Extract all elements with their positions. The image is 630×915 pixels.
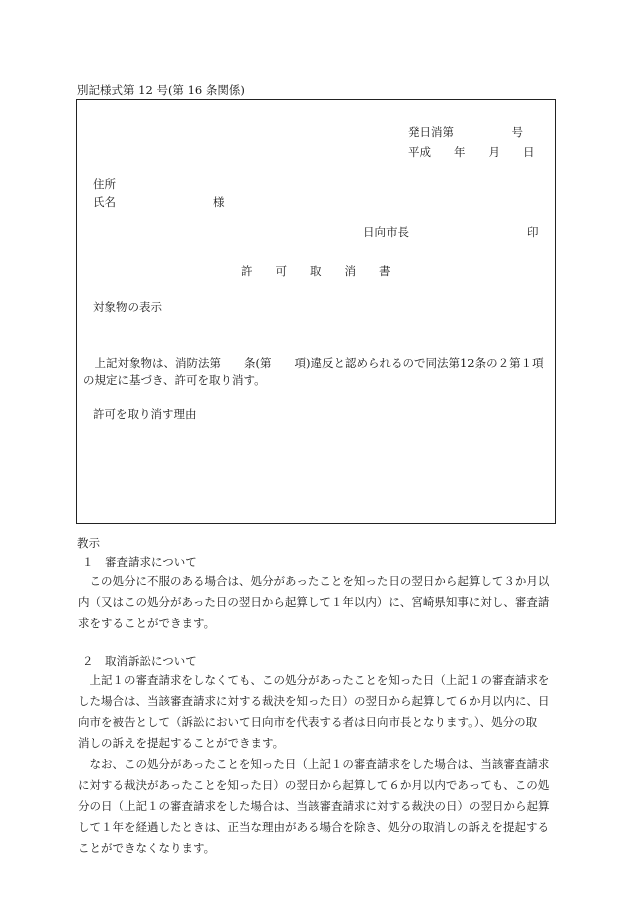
form-number-label: 別記様式第 12 号(第 16 条関係) — [77, 83, 245, 97]
body-line: に対する裁決があったことを知った日）の翌日から起算して６か月以内であっても、この処 — [78, 778, 550, 792]
statement-line: の規定に基づき、許可を取り消す。 — [83, 373, 266, 387]
statement-line: 上記対象物は、消防法第 条(第 項)違反と認められるので同法第12条の２第１項 — [83, 356, 544, 370]
section-body-review — [78, 571, 549, 634]
section-title-lawsuit: ２ 取消訴訟について — [82, 654, 197, 668]
issuer-title: 日向市長 — [363, 225, 409, 239]
body-line: 求をすることができます。 — [78, 616, 216, 630]
body-line: した場合は、当該審査請求に対する裁決を知った日）の翌日から起算して６か月以内に、日 — [78, 694, 550, 708]
address-label: 住所 — [93, 177, 116, 191]
body-line: 分の日（上記１の審査請求をした場合は、当該審査請求に対する裁決の日）の翌日から起算 — [78, 799, 550, 813]
honorific: 様 — [213, 195, 225, 209]
body-line: この処分に不服のある場合は、処分があったことを知った日の翌日から起算して３か月以 — [78, 574, 550, 588]
object-display-label: 対象物の表示 — [93, 300, 162, 314]
seal-mark: 印 — [527, 225, 539, 239]
form-frame — [76, 99, 556, 524]
body-line: 上記１の審査請求をしなくても、この処分があったことを知った日（上記１の審査請求を — [78, 673, 550, 687]
body-line: 向市を被告として（訴訟において日向市を代表する者は日向市長となります。）、処分の取 — [78, 715, 538, 729]
revocation-statement — [83, 355, 544, 389]
body-line: なお、この処分があったことを知った日（上記１の審査請求をした場合は、当該審査請求 — [78, 757, 550, 771]
body-line: して１年を経過したときは、正当な理由がある場合を除き、処分の取消しの訴えを提起する — [78, 820, 550, 834]
issue-date: 平成 年 月 日 — [408, 145, 535, 159]
body-line: 内（又はこの処分があった日の翌日から起算して１年以内）に、宮崎県知事に対し、審査請 — [78, 595, 550, 609]
notice-heading: 教示 — [77, 536, 100, 550]
document-title: 許 可 取 消 書 — [241, 264, 391, 278]
document-number: 発日消第 号 — [408, 125, 523, 139]
name-label: 氏名 — [93, 195, 116, 209]
section-body-lawsuit — [78, 670, 550, 859]
body-line: ことができなくなります。 — [78, 841, 216, 855]
revocation-reason-label: 許可を取り消す理由 — [93, 407, 197, 421]
body-line: 消しの訴えを提起することができます。 — [78, 736, 285, 750]
section-title-review: １ 審査請求について — [82, 555, 197, 569]
